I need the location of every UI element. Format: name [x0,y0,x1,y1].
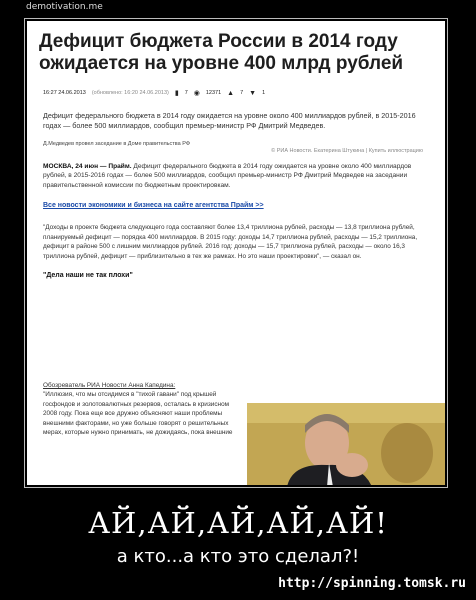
like-count[interactable]: 7 [240,90,244,96]
poster-title: АЙ,АЙ,АЙ,АЙ,АЙ! [88,506,388,540]
article-subhead: "Дела наши не так плохи" [43,271,133,279]
analyst-text: "Иллюзия, что мы отсидимся в "тихой гавани" под крышей госфондов и золотовалютных резервов, осталась в кризисном 2008 году. Пока еще все дружно объясняют наши проблемы внешними факторами, но уже больше говорят о решительных мерах, которые нужно принимать, не дожидаясь, пока внешние [43,391,233,437]
updated-time: (обновлено: 16:20 24.06.2013) [91,90,169,96]
article-lead: Дефицит федерального бюджета в 2014 году ожидается на уровне около 400 миллиардов рублей, в 2015-2016 годах — более 500 миллиардов, сообщил премьер-министр РФ Дмитрий Медведев. [43,111,416,130]
photo-caption: Д.Медведев провел заседание в Доме правительства РФ [43,141,191,147]
article-meta [43,89,445,97]
view-count: 12371 [205,90,222,96]
all-news-link[interactable]: Все новости экономики и бизнеса на сайте агентства Прайм >> [43,202,264,210]
article-quote: "Доходы в проекте бюджета следующего года составляют более 13,4 триллиона рублей, расходы — 13,8 триллиона рублей, планируемый дефицит — порядка 400 миллиардов. В 2015 году: доходы 14,7 триллиона рублей, расходы — 15,2 триллиона, дефицит в районе 500 с лишним миллиардов рублей. 2016 год: доходы — 15,7 триллиона рублей, расходы — около 16,3 триллиона рублей, дефицит — приблизительно в тех же рамках. Но это наши проектировки", — сказал он. [43,224,418,260]
analyst-block [43,381,237,437]
comment-icon[interactable]: ▮ [174,90,179,97]
poster-frame [24,18,448,488]
dateline: МОСКВА, 24 июн — Прайм. [43,163,132,170]
photo-caption-block [43,141,423,154]
body-text: Дефицит федерального бюджета в 2014 году ожидается на уровне около 400 миллиардов рублей, в 2015-2016 годах — более 500 миллиардов, сообщил премьер-министр РФ Дмитрий Медведев на заседании правительственной комиссии по бюджетным проектировкам. [43,163,412,189]
article-body [43,162,423,190]
share-icon[interactable]: ▼ [249,89,257,97]
article-screenshot [27,21,445,485]
comment-count[interactable]: 7 [184,90,188,96]
eye-icon: ◉ [193,90,200,97]
site-url[interactable]: http://spinning.tomsk.ru [278,576,466,591]
watermark: demotivation.me [26,2,103,12]
publish-time: 16:27 24.06.2013 [43,90,86,96]
photo-credit[interactable]: © РИА Новости. Екатерина Штукина | Купить иллюстрацию [271,148,423,154]
photo-illustration [247,403,445,485]
thumbs-up-icon[interactable]: ▲ [227,89,235,97]
article-headline: Дефицит бюджета России в 2014 году ожидается на уровне 400 млрд рублей [39,31,404,74]
poster-subtitle: а кто...а кто это сделал?! [116,546,360,567]
article-photo [247,403,445,485]
analyst-byline[interactable]: Обозреватель РИА Новости Анна Капедина: [43,382,176,389]
share-count[interactable]: 1 [262,90,266,96]
